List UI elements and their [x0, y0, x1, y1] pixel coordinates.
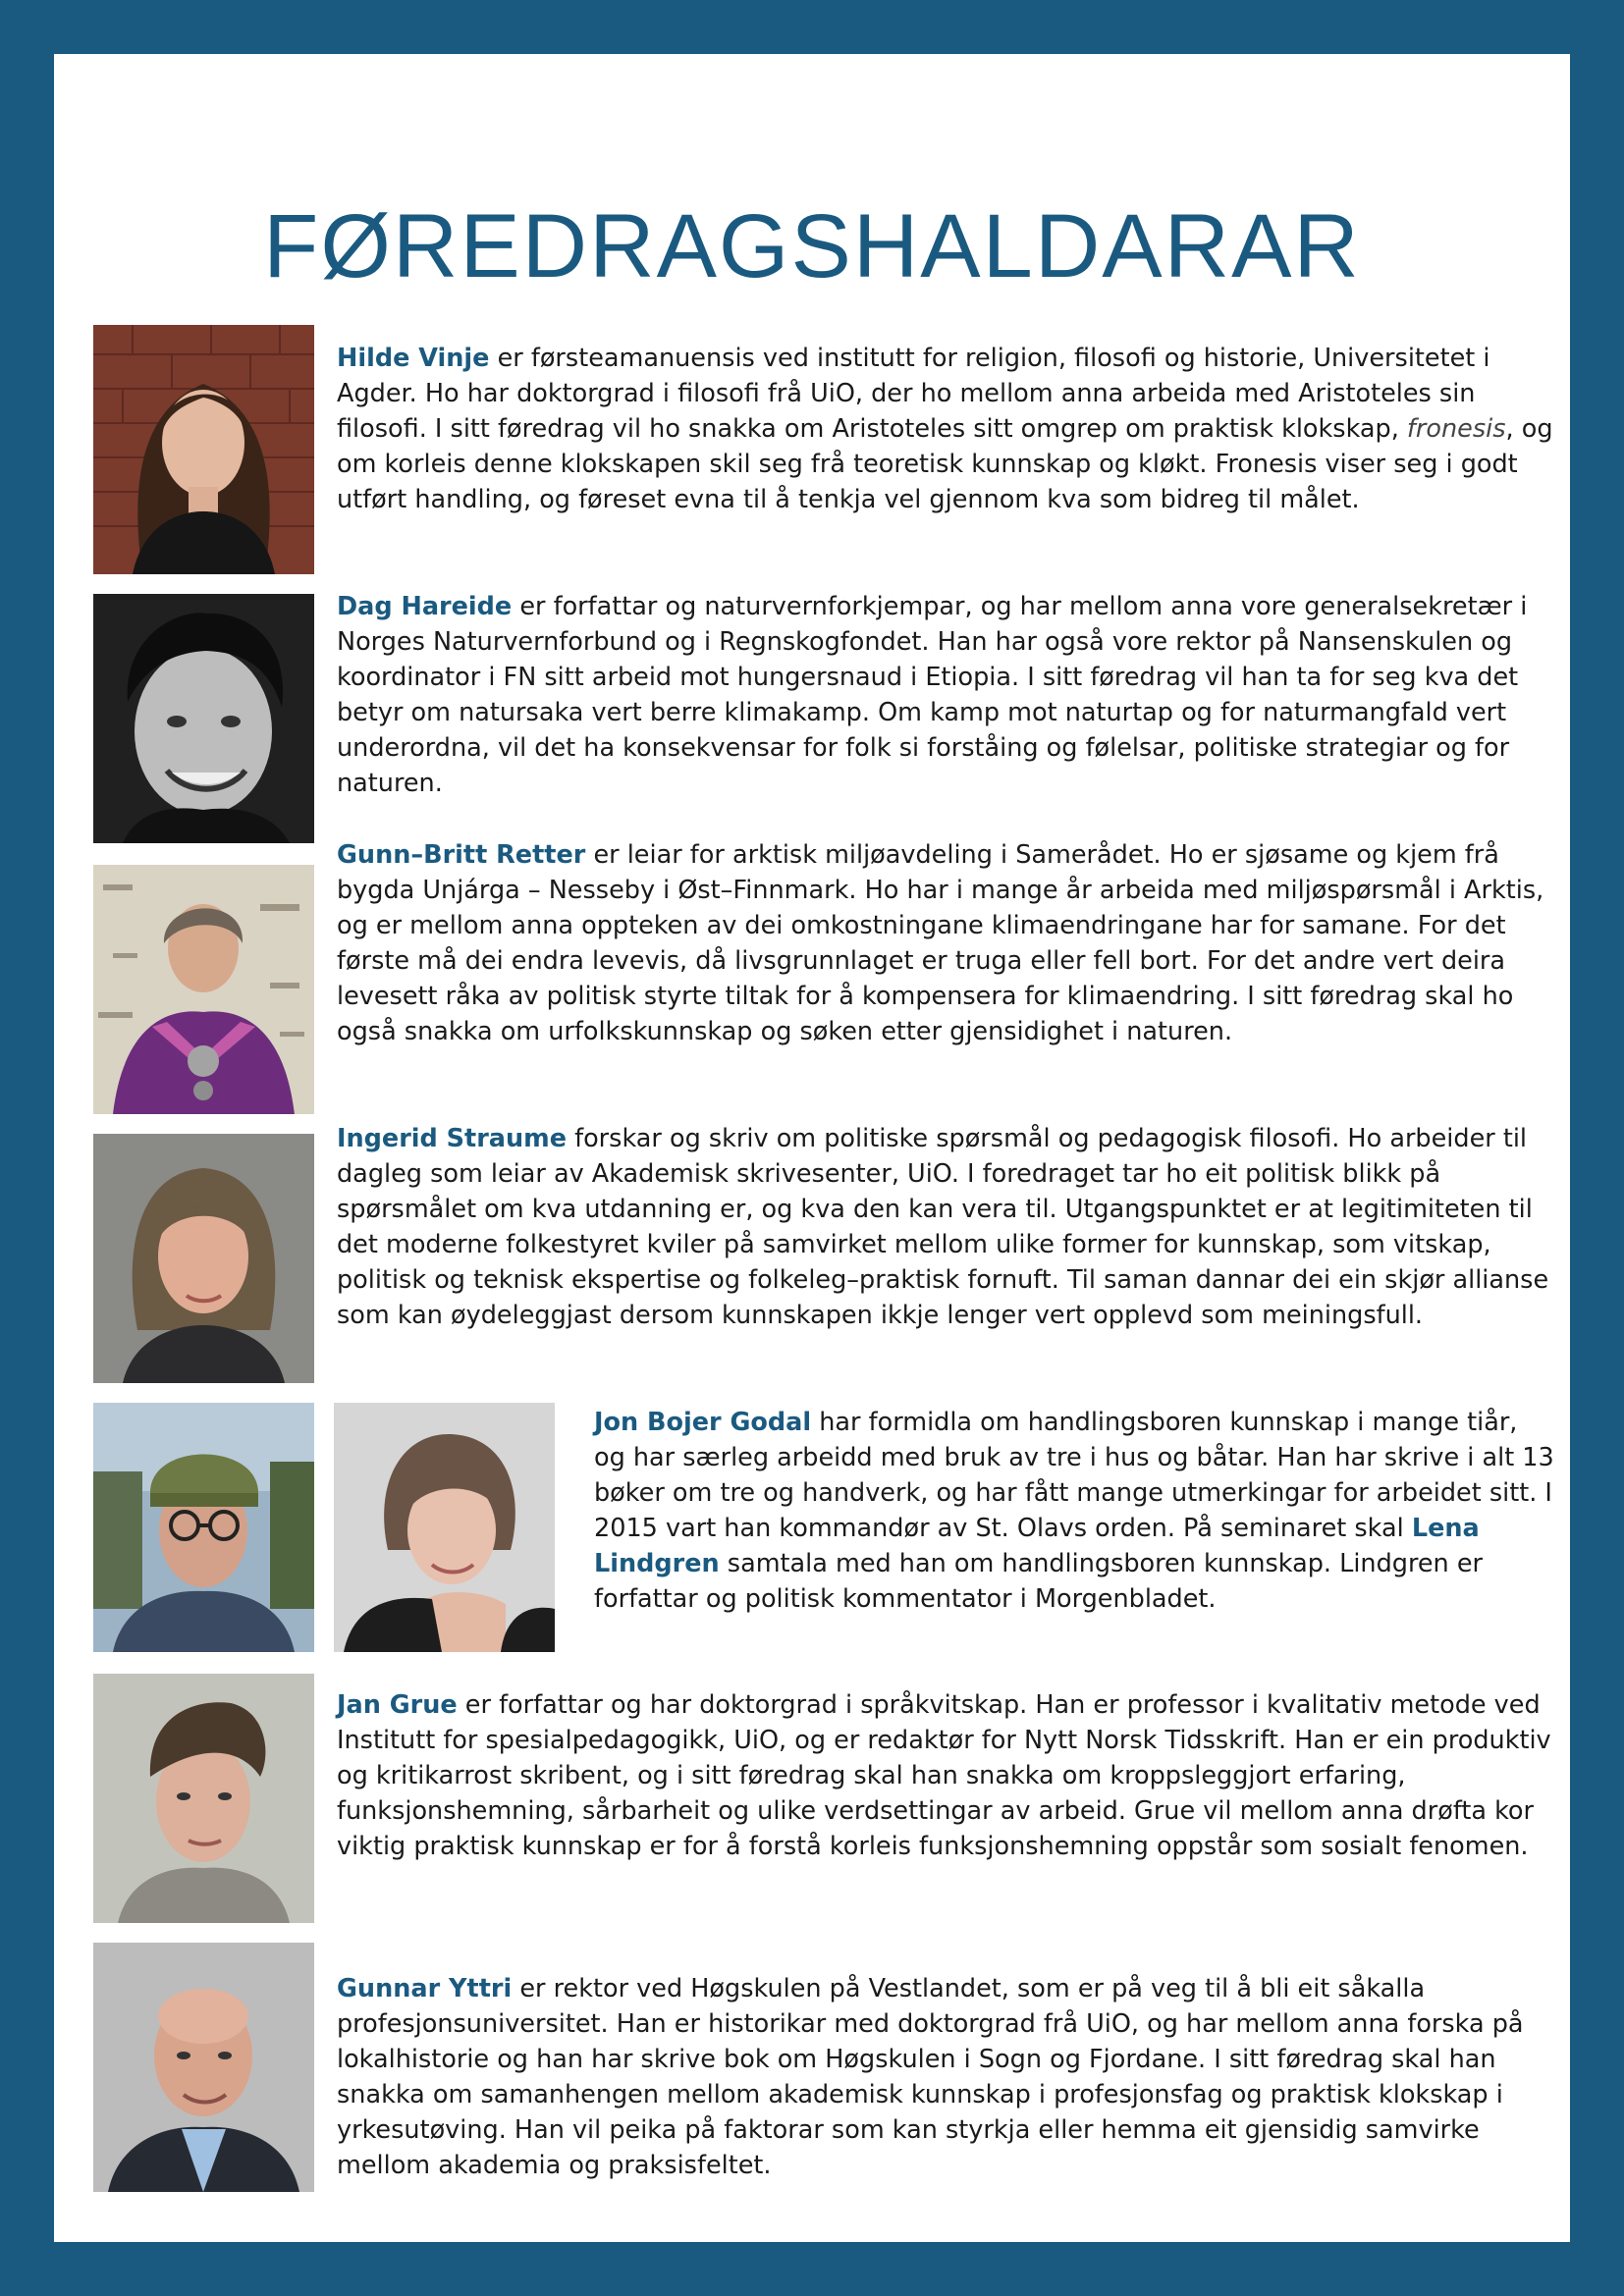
speaker-bio-text: er forfattar og naturvernforkjempar, og har mellom anna vore generalsekretær i Norges Naturvernforbund og i Regnskogfondet. Han har også vore rektor på Nansenskulen og koordinator i FN sitt arbeid mot hungersnaud i Etiopia. I sitt føredrag vil han ta for seg kva det betyr om natursaka vert berre klimakamp. Om kamp mot naturtap og for naturmangfald vert underordna, vil det ha konsekvensar for folk si forståing og følelsar, politiske strategiar og for naturen.: [337, 592, 1528, 798]
speaker-bio: [337, 1971, 1554, 2183]
speaker-bio-text: er leiar for arktisk miljøavdeling i Samerådet. Ho er sjøsame og kjem frå bygda Unjárga – Nesseby i Øst–Finnmark. Ho har i mange år arbeida med miljøspørsmål i Arktis, og er mellom anna oppteken av dei omkostningane klimaendringane har for samane. For det første må dei endra levevis, då livsgrunnlaget er truga eller fell bort. For det andre vert deira levesett råka av politisk styrte tiltak for å kompensera for klimaendring. I sitt føredrag skal ho også snakka om urfolkskunnskap og søken etter gjensidighet i naturen.: [337, 840, 1544, 1046]
portrait-ingerid-straume: [93, 1134, 314, 1383]
speaker-name: Hilde Vinje: [337, 344, 490, 373]
speaker-name: Gunn–Britt Retter: [337, 840, 586, 870]
speaker-name: Dag Hareide: [337, 592, 513, 621]
portrait-hilde-vinje: [93, 325, 314, 574]
portrait-jon-bojer-godal: [93, 1403, 314, 1652]
speaker-bio-text: forskar og skriv om politiske spørsmål og pedagogisk filosofi. Ho arbeider til dagleg som leiar av Akademisk skrivesenter, UiO. I foredraget tar ho eit politisk blikk på spørsmålet om kva utdanning er, og kva den kan vera til. Utgangspunktet er at legitimiteten til det moderne folkestyret kviler på samvirket mellom ulike former for kunnskap, som vitskap, politisk og teknisk ekspertise og folkeleg–praktisk fornuft. Til saman dannar dei ein skjør allianse som kan øydeleggjast dersom kunnskapen ikkje lenger vert opplevd som meiningsfull.: [337, 1124, 1549, 1330]
portrait-dag-hareide: [93, 594, 314, 843]
speaker-bio: [337, 837, 1554, 1049]
speaker-bio: [337, 589, 1554, 801]
speaker-bio-italic: fronesis: [1406, 414, 1506, 444]
speaker-bio-text: samtala med han om handlingsboren kunnskap. Lindgren er forfattar og politisk kommentator i Morgenbladet.: [594, 1549, 1483, 1614]
speaker-bio-text: har formidla om handlingsboren kunnskap i mange tiår, og har særleg arbeidd med bruk av tre i hus og båtar. Han har skrive i alt 13 bøker om tre og handverk, og har fått mange utmerkingar for arbeidet sitt. I 2015 vart han kommandør av St. Olavs orden. På seminaret skal: [594, 1408, 1554, 1543]
page-title: FØREDRAGSHALDARAR: [263, 196, 1361, 296]
portrait-lena-lindgren: [334, 1403, 555, 1652]
speaker-bio-text: , og om korleis denne klokskapen skil seg frå teoretisk kunnskap og kløkt. Fronesis viser seg i godt utført handling, og føreset evna til å tenkja vel gjennom kva som bidreg til målet.: [337, 414, 1553, 514]
speaker-bio-text: er rektor ved Høgskulen på Vestlandet, som er på veg til å bli eit såkalla profesjonsuniversitet. Han er historikar med doktorgrad frå UiO, og har mellom anna forska på lokalhistorie og han har skrive bok om Høgskulen i Sogn og Fjordane. I sitt føredrag skal han snakka om samanhengen mellom akademisk kunnskap i profesjonsfag og praktisk klokskap i yrkesutøving. Han vil peika på faktorar som kan styrkja eller hemma eit gjensidig samvirke mellom akademia og praksisfeltet.: [337, 1974, 1524, 2180]
speaker-bio: [337, 341, 1554, 517]
portrait-jan-grue: [93, 1674, 314, 1923]
speaker-name-secondary: Lena Lindgren: [594, 1514, 1480, 1578]
speaker-bio: [337, 1121, 1554, 1333]
speaker-bio: [337, 1687, 1554, 1864]
page: [54, 54, 1570, 2242]
speaker-name: Ingerid Straume: [337, 1124, 567, 1153]
speaker-name: Jan Grue: [337, 1690, 458, 1720]
portrait-gunn-britt-retter: [93, 865, 314, 1114]
speaker-bio-text: er forfattar og har doktorgrad i språkvitskap. Han er professor i kvalitativ metode ved Institutt for spesialpedagogikk, UiO, og er redaktør for Nytt Norsk Tidsskrift. Han er ein produktiv og kritikarrost skribent, og i sitt føredrag skal han snakka om kroppsleggjort erfaring, funksjonshemning, sårbarheit og ulike verdsettingar av arbeid. Grue vil mellom anna drøfta kor viktig praktisk kunnskap er for å forstå korleis funksjonshemning oppstår som sosialt fenomen.: [337, 1690, 1551, 1861]
speaker-name: Jon Bojer Godal: [594, 1408, 812, 1437]
speaker-bio-text: er førsteamanuensis ved institutt for religion, filosofi og historie, Universitetet i Agder. Ho har doktorgrad i filosofi frå UiO, der ho mellom anna arbeida med Aristoteles sin filosofi. I sitt føredrag vil ho snakka om Aristoteles sitt omgrep om praktisk klokskap,: [337, 344, 1490, 444]
speaker-bio: [594, 1405, 1554, 1617]
speaker-name: Gunnar Yttri: [337, 1974, 513, 2003]
portrait-gunnar-yttri: [93, 1943, 314, 2192]
